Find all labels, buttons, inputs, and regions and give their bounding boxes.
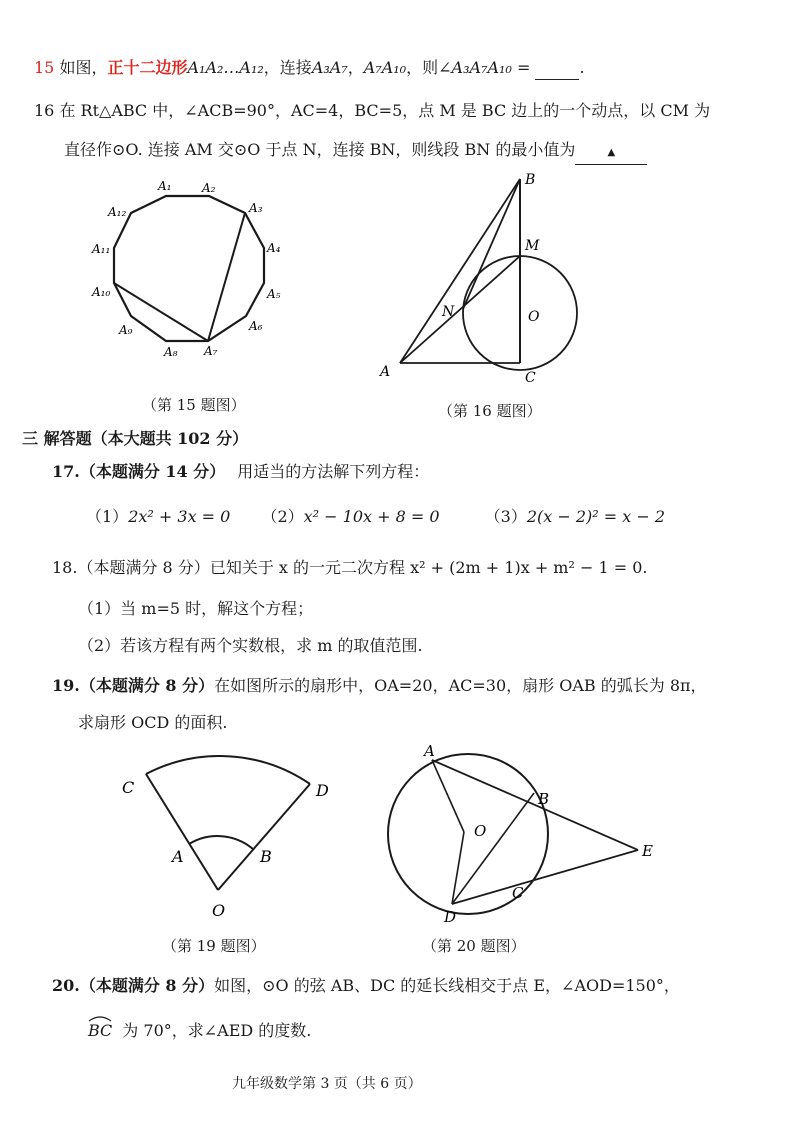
q15-eq: = [511,58,536,77]
q15-highlight: 正十二边形 [107,58,188,77]
q19-line [52,675,707,697]
fig15-label-a1: A₁ [158,179,172,193]
fig15-label-a10: A₁₀ [92,285,111,299]
fig15-label-a6: A₆ [249,319,263,333]
fig15-label-a2: A₂ [202,181,216,195]
fig15-label-a4: A₄ [267,241,281,255]
q18-line [52,557,648,579]
page-footer: 九年级数学第 3 页（共 6 页） [232,1076,422,1092]
q15-line [34,57,585,80]
fig15-polygon [114,196,264,341]
fig19-sector [112,738,342,928]
fig20-label-c: C [512,884,524,902]
q16-line2 [64,139,647,165]
fig16-caption: （第 16 题图） [438,402,542,420]
q19-head: 19.（本题满分 8 分） [52,676,215,695]
q15-then: ，则 [406,58,439,77]
q17-line [52,461,429,483]
fig19-label-o: O [212,901,226,920]
q20-arc-bc: BC [88,1021,113,1040]
fig20-label-e: E [642,842,653,860]
q15-answer-blank[interactable] [535,57,579,80]
fig15-label-a7: A₇ [204,344,218,358]
fig20-label-o: O [474,822,487,840]
q19-line2: 求扇形 OCD 的面积. [78,713,228,732]
q18-text: 已知关于 x 的一元二次方程 x² + (2m + 1)x + m² − 1 = 0. [209,558,648,577]
q20-line [52,975,680,997]
q19-text: 在如图所示的扇形中，OA=20，AC=30，扇形 OAB 的弧长为 8π， [214,676,707,695]
fig19-caption: （第 19 题图） [162,937,266,955]
fig15-label-a3: A₃ [249,201,263,215]
q15-poly: A₁A₂…A₁₂ [187,58,264,77]
q18-s1: （1）当 m=5 时，解这个方程； [78,599,314,618]
q17-p2-num: （2） [261,507,304,526]
fig16-segment-bn [463,179,520,309]
arc-overline-icon [87,1014,113,1022]
q17-head: 17.（本题满分 14 分） [52,462,226,481]
q15-seg1: A₃A₇ [311,58,348,77]
q17-parts [86,506,665,528]
q17-text: 用适当的方法解下列方程： [237,462,430,481]
q17-p1: 2x² + 3x = 0 [128,507,231,526]
q15-seg2: A₇A₁₀ [363,58,407,77]
fig16-label-n: N [442,304,455,320]
q16-line1: 16 在 Rt△ABC 中，∠ACB=90°，AC=4，BC=5，点 M 是 BC 边上的一个动点，以 CM 为 [34,101,711,120]
fig15-label-a5: A₅ [267,287,281,301]
q16-line2-text: 直径作⊙O. 连接 AM 交⊙O 于点 N，连接 BN，则线段 BN 的最小值为 [64,140,576,159]
q17-p3: 2(x − 2)² = x − 2 [526,507,666,526]
q15-number: 15 [34,58,55,77]
fig20-circle-secants [384,736,674,932]
fig20-caption: （第 20 题图） [422,937,526,955]
fig16-label-a: A [380,364,391,380]
fig19-inner-arc-ab [189,836,253,849]
q15-pre: 如图， [54,58,108,77]
fig16-triangle-circle [370,164,590,389]
fig16-label-b: B [525,172,536,188]
fig16-label-m: M [525,238,540,254]
q16-answer-blank[interactable] [575,142,647,165]
q15-angle: ∠A₃A₇A₁₀ [438,58,512,77]
fig19-radius-oc [146,774,218,890]
fig15-segment-a3a7 [208,213,245,341]
q15-end: . [579,58,585,77]
fig15-label-a8: A₈ [164,345,178,359]
fig19-label-c: C [122,778,135,797]
q20-line2 [88,1020,311,1042]
fig19-label-b: B [260,847,272,866]
fig20-segment-ao [432,760,464,832]
fig15-label-a11: A₁₁ [92,242,111,256]
fig19-outer-arc-cd [146,756,310,784]
fig16-label-c: C [525,370,536,386]
q16-blank-mark: ▲ [607,147,616,158]
fig20-segment-od [452,832,464,904]
fig19-label-d: D [316,781,329,800]
q20-text: 如图，⊙O 的弦 AB、DC 的延长线相交于点 E，∠AOD=150°， [214,976,680,995]
fig20-circle-o [388,754,548,914]
q18-s2: （2）若该方程有两个实数根，求 m 的取值范围. [78,636,423,655]
q17-p2: x² − 10x + 8 = 0 [303,507,440,526]
q17-p3-num: （3） [484,507,527,526]
q18-head: 18.（本题满分 8 分） [52,558,210,577]
section3-title: 三 解答题（本大题共 102 分） [22,429,249,448]
fig20-label-a: A [424,742,435,760]
q20-line2-text: 为 70°，求∠AED 的度数. [122,1021,312,1040]
fig19-label-a: A [172,847,184,866]
fig15-label-a12: A₁₂ [108,205,127,219]
q20-head: 20.（本题满分 8 分） [52,976,215,995]
fig16-label-o: O [528,309,540,325]
q15-mid: ，连接 [263,58,312,77]
fig15-label-a9: A₉ [119,323,133,337]
q17-p1-num: （1） [86,507,129,526]
q15-sep: ， [347,58,364,77]
fig20-label-d: D [444,908,457,926]
fig15-caption: （第 15 题图） [142,396,246,414]
fig20-label-b: B [538,790,550,808]
fig15-dodecagon [86,176,296,362]
